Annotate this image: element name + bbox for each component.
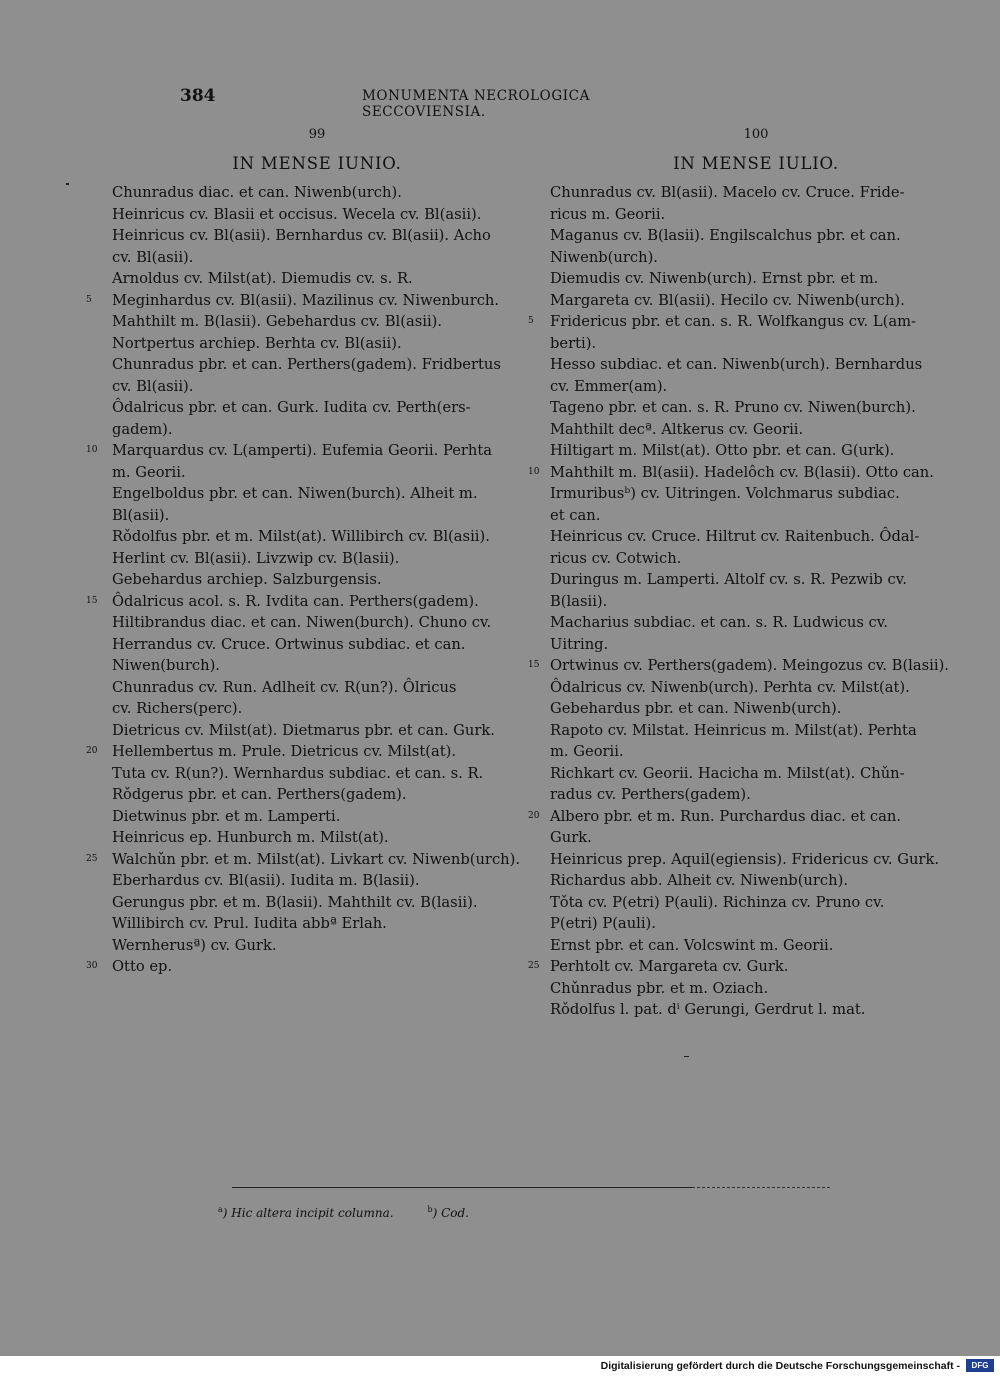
digitization-credit-bar	[0, 1356, 1000, 1376]
necrology-entry	[528, 268, 962, 290]
entry-continuation: radus cv. Perthers(gadem).	[550, 786, 751, 803]
necrology-entry	[528, 526, 962, 569]
entry-text: Maganus cv. B(lasii). Engilscalchus pbr. et can.	[550, 227, 901, 244]
footnote-rule-dashed	[692, 1187, 830, 1188]
necrology-entry	[86, 440, 530, 483]
column-title: IN MENSE IUNIO.	[232, 154, 402, 173]
line-number: 10	[86, 445, 98, 455]
necrology-entry	[86, 526, 530, 548]
credit-text: Digitalisierung gefördert durch die Deutsche Forschungsgemeinschaft -	[600, 1360, 960, 1372]
entry-text: Richardus abb. Alheit cv. Niwenb(urch).	[550, 872, 848, 889]
necrology-entry	[528, 419, 962, 441]
entry-text: Marquardus cv. L(amperti). Eufemia Georii. Perhta	[112, 442, 493, 459]
necrology-entry	[86, 741, 530, 763]
necrology-entry	[528, 956, 962, 978]
entry-text: Chunradus diac. et can. Niwenb(urch).	[112, 184, 402, 201]
entry-list	[86, 182, 530, 978]
necrology-entry	[528, 892, 962, 935]
entry-text: Nortpertus archiep. Berhta cv. Bl(asii).	[112, 334, 402, 352]
necrology-entry	[86, 870, 530, 892]
entry-text: Hiltibrandus diac. et can. Niwen(burch). Chuno cv.	[112, 614, 492, 631]
entry-text: Perhtolt cv. Margareta cv. Gurk.	[550, 958, 789, 975]
entry-continuation: cv. Emmer(am).	[550, 377, 668, 395]
necrology-entry	[86, 290, 530, 312]
line-number: 20	[528, 810, 540, 821]
line-number: 15	[86, 595, 98, 606]
entry-continuation: cv. Bl(asii).	[112, 377, 194, 395]
entry-text: Herrandus cv. Cruce. Ortwinus subdiac. et can.	[112, 635, 466, 653]
footnote-a: $^a$) Hic altera incipit columna.	[218, 1205, 394, 1220]
entry-text: Diemudis cv. Niwenb(urch). Ernst pbr. et m.	[550, 270, 879, 287]
entry-text: Heinricus cv. Cruce. Hiltrut cv. Raitenbuch. Ôdal-	[550, 528, 920, 545]
necrology-entry	[86, 569, 530, 591]
entry-text: Tuta cv. R(un?). Wernhardus subdiac. et can. s. R.	[112, 764, 484, 782]
entry-continuation: cv. Richers(perc).	[112, 700, 243, 717]
necrology-entry	[86, 225, 530, 268]
necrology-entry	[528, 763, 962, 806]
running-title: MONUMENTA NECROLOGICA SECCOVIENSIA.	[362, 88, 590, 120]
necrology-entry	[86, 268, 530, 290]
necrology-entry	[86, 806, 530, 828]
line-number: 25	[528, 961, 540, 971]
entry-text: Arnoldus cv. Milst(at). Diemudis cv. s. R.	[112, 270, 413, 287]
column-title: IN MENSE IULIO.	[673, 154, 839, 173]
entry-text: Otto ep.	[112, 958, 173, 975]
necrology-entry	[528, 720, 962, 763]
entry-text: Margareta cv. Bl(asii). Hecilo cv. Niwenb(urch).	[550, 291, 905, 309]
page-number: 384	[180, 86, 216, 106]
necrology-entry	[528, 935, 962, 957]
entry-text: Gerungus pbr. et m. B(lasii). Mahthilt cv. B(lasii).	[112, 893, 478, 911]
necrology-entry	[86, 956, 530, 978]
necrology-entry	[86, 634, 530, 677]
entry-continuation: Niwen(burch).	[112, 657, 220, 674]
entry-text: Gebehardus pbr. et can. Niwenb(urch).	[550, 700, 842, 717]
entry-continuation: ricus cv. Cotwich.	[550, 549, 682, 567]
entry-text: Mahthilt m. B(lasii). Gebehardus cv. Bl(asii).	[112, 313, 443, 330]
necrology-entry	[528, 806, 962, 849]
entry-text: Eberhardus cv. Bl(asii). Iudita m. B(lasii).	[112, 872, 420, 889]
entry-text: Rapoto cv. Milstat. Heinricus m. Milst(at). Perhta	[550, 721, 917, 739]
entry-text: Heinricus cv. Blasii et occisus. Wecela cv. Bl(asii).	[112, 205, 482, 223]
entry-continuation: B(lasii).	[550, 592, 608, 610]
necrology-entry	[528, 999, 962, 1021]
entry-continuation: Gurk.	[550, 829, 592, 846]
necrology-entry	[86, 720, 530, 742]
entry-text: Ernst pbr. et can. Volcswint m. Georii.	[550, 936, 834, 954]
scan-speck	[684, 1056, 689, 1057]
necrology-entry	[86, 182, 530, 204]
necrology-entry	[528, 462, 962, 484]
entry-text: Dietwinus pbr. et m. Lamperti.	[112, 807, 341, 825]
footnote-rule	[232, 1187, 692, 1188]
entry-continuation: cv. Bl(asii).	[112, 248, 194, 266]
column-number: 100	[743, 127, 769, 142]
entry-text: Herlint cv. Bl(asii). Livzwip cv. B(lasii).	[112, 549, 400, 567]
necrology-entry	[86, 591, 530, 613]
necrology-entry	[86, 763, 530, 785]
necrology-entry	[528, 397, 962, 419]
dfg-logo: DFG	[966, 1359, 994, 1372]
necrology-entry	[528, 440, 962, 462]
necrology-entry	[528, 698, 962, 720]
entry-continuation: m. Georii.	[112, 463, 186, 481]
necrology-entry	[528, 655, 962, 677]
entry-text: Irmuribusᵇ) cv. Uitringen. Volchmarus subdiac.	[550, 485, 900, 502]
necrology-entry	[528, 311, 962, 354]
entry-text: Ôdalricus pbr. et can. Gurk. Iudita cv. Perth(ers-	[112, 399, 471, 416]
entry-text: Rǒdgerus pbr. et can. Perthers(gadem).	[112, 786, 407, 803]
necrology-entry	[86, 935, 530, 957]
line-number: 10	[528, 466, 540, 477]
entry-text: Ôdalricus cv. Niwenb(urch). Perhta cv. Milst(at).	[550, 678, 910, 696]
entry-continuation: et can.	[550, 506, 601, 524]
necrology-entry	[528, 849, 962, 871]
necrology-entry	[86, 204, 530, 226]
line-number: 20	[86, 746, 98, 756]
entry-continuation: Niwenb(urch).	[550, 248, 658, 266]
necrology-entry	[86, 784, 530, 806]
entry-text: Heinricus prep. Aquil(egiensis). Fridericus cv. Gurk.	[550, 850, 940, 868]
entry-text: Mahthilt m. Bl(asii). Hadelôch cv. B(lasii). Otto can.	[550, 463, 934, 481]
necrology-entry	[86, 612, 530, 634]
necrology-entry	[86, 849, 530, 871]
entry-text: Chunradus cv. Bl(asii). Macelo cv. Cruce. Fride-	[550, 184, 905, 201]
necrology-entry	[86, 892, 530, 914]
necrology-entry	[528, 354, 962, 397]
entry-continuation: ricus m. Georii.	[550, 205, 666, 223]
necrology-entry	[86, 827, 530, 849]
column-number: 99	[308, 127, 326, 142]
entry-text: Heinricus ep. Hunburch m. Milst(at).	[112, 829, 389, 846]
entry-text: Heinricus cv. Bl(asii). Bernhardus cv. Bl(asii). Acho	[112, 227, 491, 244]
entry-text: Rǒdolfus l. pat. dⁱ Gerungi, Gerdrut l. mat.	[550, 1001, 866, 1018]
entry-text: Dietricus cv. Milst(at). Dietmarus pbr. et can. Gurk.	[112, 721, 495, 739]
entry-text: Hesso subdiac. et can. Niwenb(urch). Bernhardus	[550, 356, 923, 373]
entry-text: Wernherusª) cv. Gurk.	[112, 936, 277, 954]
entry-text: Chunradus cv. Run. Adlheit cv. R(un?). Ôlricus	[112, 678, 457, 696]
footnotes	[218, 1205, 499, 1220]
entry-text: Fridericus pbr. et can. s. R. Wolfkangus cv. L(am-	[550, 313, 916, 330]
entry-text: Hiltigart m. Milst(at). Otto pbr. et can. G(urk).	[550, 442, 895, 459]
necrology-entry	[86, 677, 530, 720]
necrology-entry	[528, 612, 962, 655]
entry-text: Duringus m. Lamperti. Altolf cv. s. R. Pezwib cv.	[550, 571, 907, 588]
necrology-entry	[86, 397, 530, 440]
line-number: 30	[86, 961, 98, 971]
line-number: 5	[86, 294, 92, 305]
entry-text: Richkart cv. Georii. Hacicha m. Milst(at). Chǔn-	[550, 764, 905, 782]
column-july	[528, 124, 962, 1021]
scan-speck	[66, 183, 69, 185]
entry-text: Chunradus pbr. et can. Perthers(gadem). Fridbertus	[112, 356, 501, 373]
entry-text: Chǔnradus pbr. et m. Oziach.	[550, 979, 769, 997]
entry-text: Hellembertus m. Prule. Dietricus cv. Milst(at).	[112, 743, 457, 760]
necrology-entry	[528, 225, 962, 268]
entry-continuation: Uitring.	[550, 635, 609, 653]
line-number: 25	[86, 853, 98, 864]
entry-list	[528, 182, 962, 1021]
necrology-entry	[528, 978, 962, 1000]
entry-text: Engelboldus pbr. et can. Niwen(burch). Alheit m.	[112, 485, 478, 502]
line-number: 15	[528, 660, 540, 670]
necrology-entry	[86, 913, 530, 935]
column-june	[86, 124, 530, 978]
necrology-entry	[86, 483, 530, 526]
necrology-entry	[528, 677, 962, 699]
entry-continuation: P(etri) P(auli).	[550, 915, 656, 932]
necrology-entry	[86, 548, 530, 570]
entry-continuation: berti).	[550, 334, 597, 352]
necrology-entry	[86, 311, 530, 333]
entry-text: Meginhardus cv. Bl(asii). Mazilinus cv. Niwenburch.	[112, 291, 500, 309]
entry-text: Macharius subdiac. et can. s. R. Ludwicus cv.	[550, 614, 888, 631]
entry-text: Ôdalricus acol. s. R. Ivdita can. Perthers(gadem).	[112, 592, 479, 610]
necrology-entry	[86, 333, 530, 355]
entry-continuation: Bl(asii).	[112, 506, 170, 524]
entry-text: Mahthilt decª. Altkerus cv. Georii.	[550, 420, 804, 438]
necrology-entry	[528, 870, 962, 892]
entry-continuation: gadem).	[112, 420, 173, 438]
entry-text: Gebehardus archiep. Salzburgensis.	[112, 571, 382, 588]
entry-text: Tǒta cv. P(etri) P(auli). Richinza cv. Pruno cv.	[550, 893, 885, 911]
necrology-entry	[528, 290, 962, 312]
entry-text: Albero pbr. et m. Run. Purchardus diac. et can.	[550, 807, 902, 825]
entry-text: Rǒdolfus pbr. et m. Milst(at). Willibirch cv. Bl(asii).	[112, 528, 490, 545]
footnote-b: $^b$) Cod.	[427, 1205, 469, 1220]
running-head	[180, 86, 700, 120]
necrology-entry	[528, 182, 962, 225]
necrology-entry	[528, 569, 962, 612]
necrology-entry	[86, 354, 530, 397]
entry-continuation: m. Georii.	[550, 743, 624, 760]
entry-text: Willibirch cv. Prul. Iudita abbª Erlah.	[112, 915, 387, 932]
entry-text: Ortwinus cv. Perthers(gadem). Meingozus cv. B(lasii).	[550, 657, 949, 674]
necrology-entry	[528, 483, 962, 526]
line-number: 5	[528, 316, 534, 326]
entry-text: Tageno pbr. et can. s. R. Pruno cv. Niwen(burch).	[550, 399, 916, 416]
entry-text: Walchǔn pbr. et m. Milst(at). Livkart cv. Niwenb(urch).	[112, 850, 521, 868]
